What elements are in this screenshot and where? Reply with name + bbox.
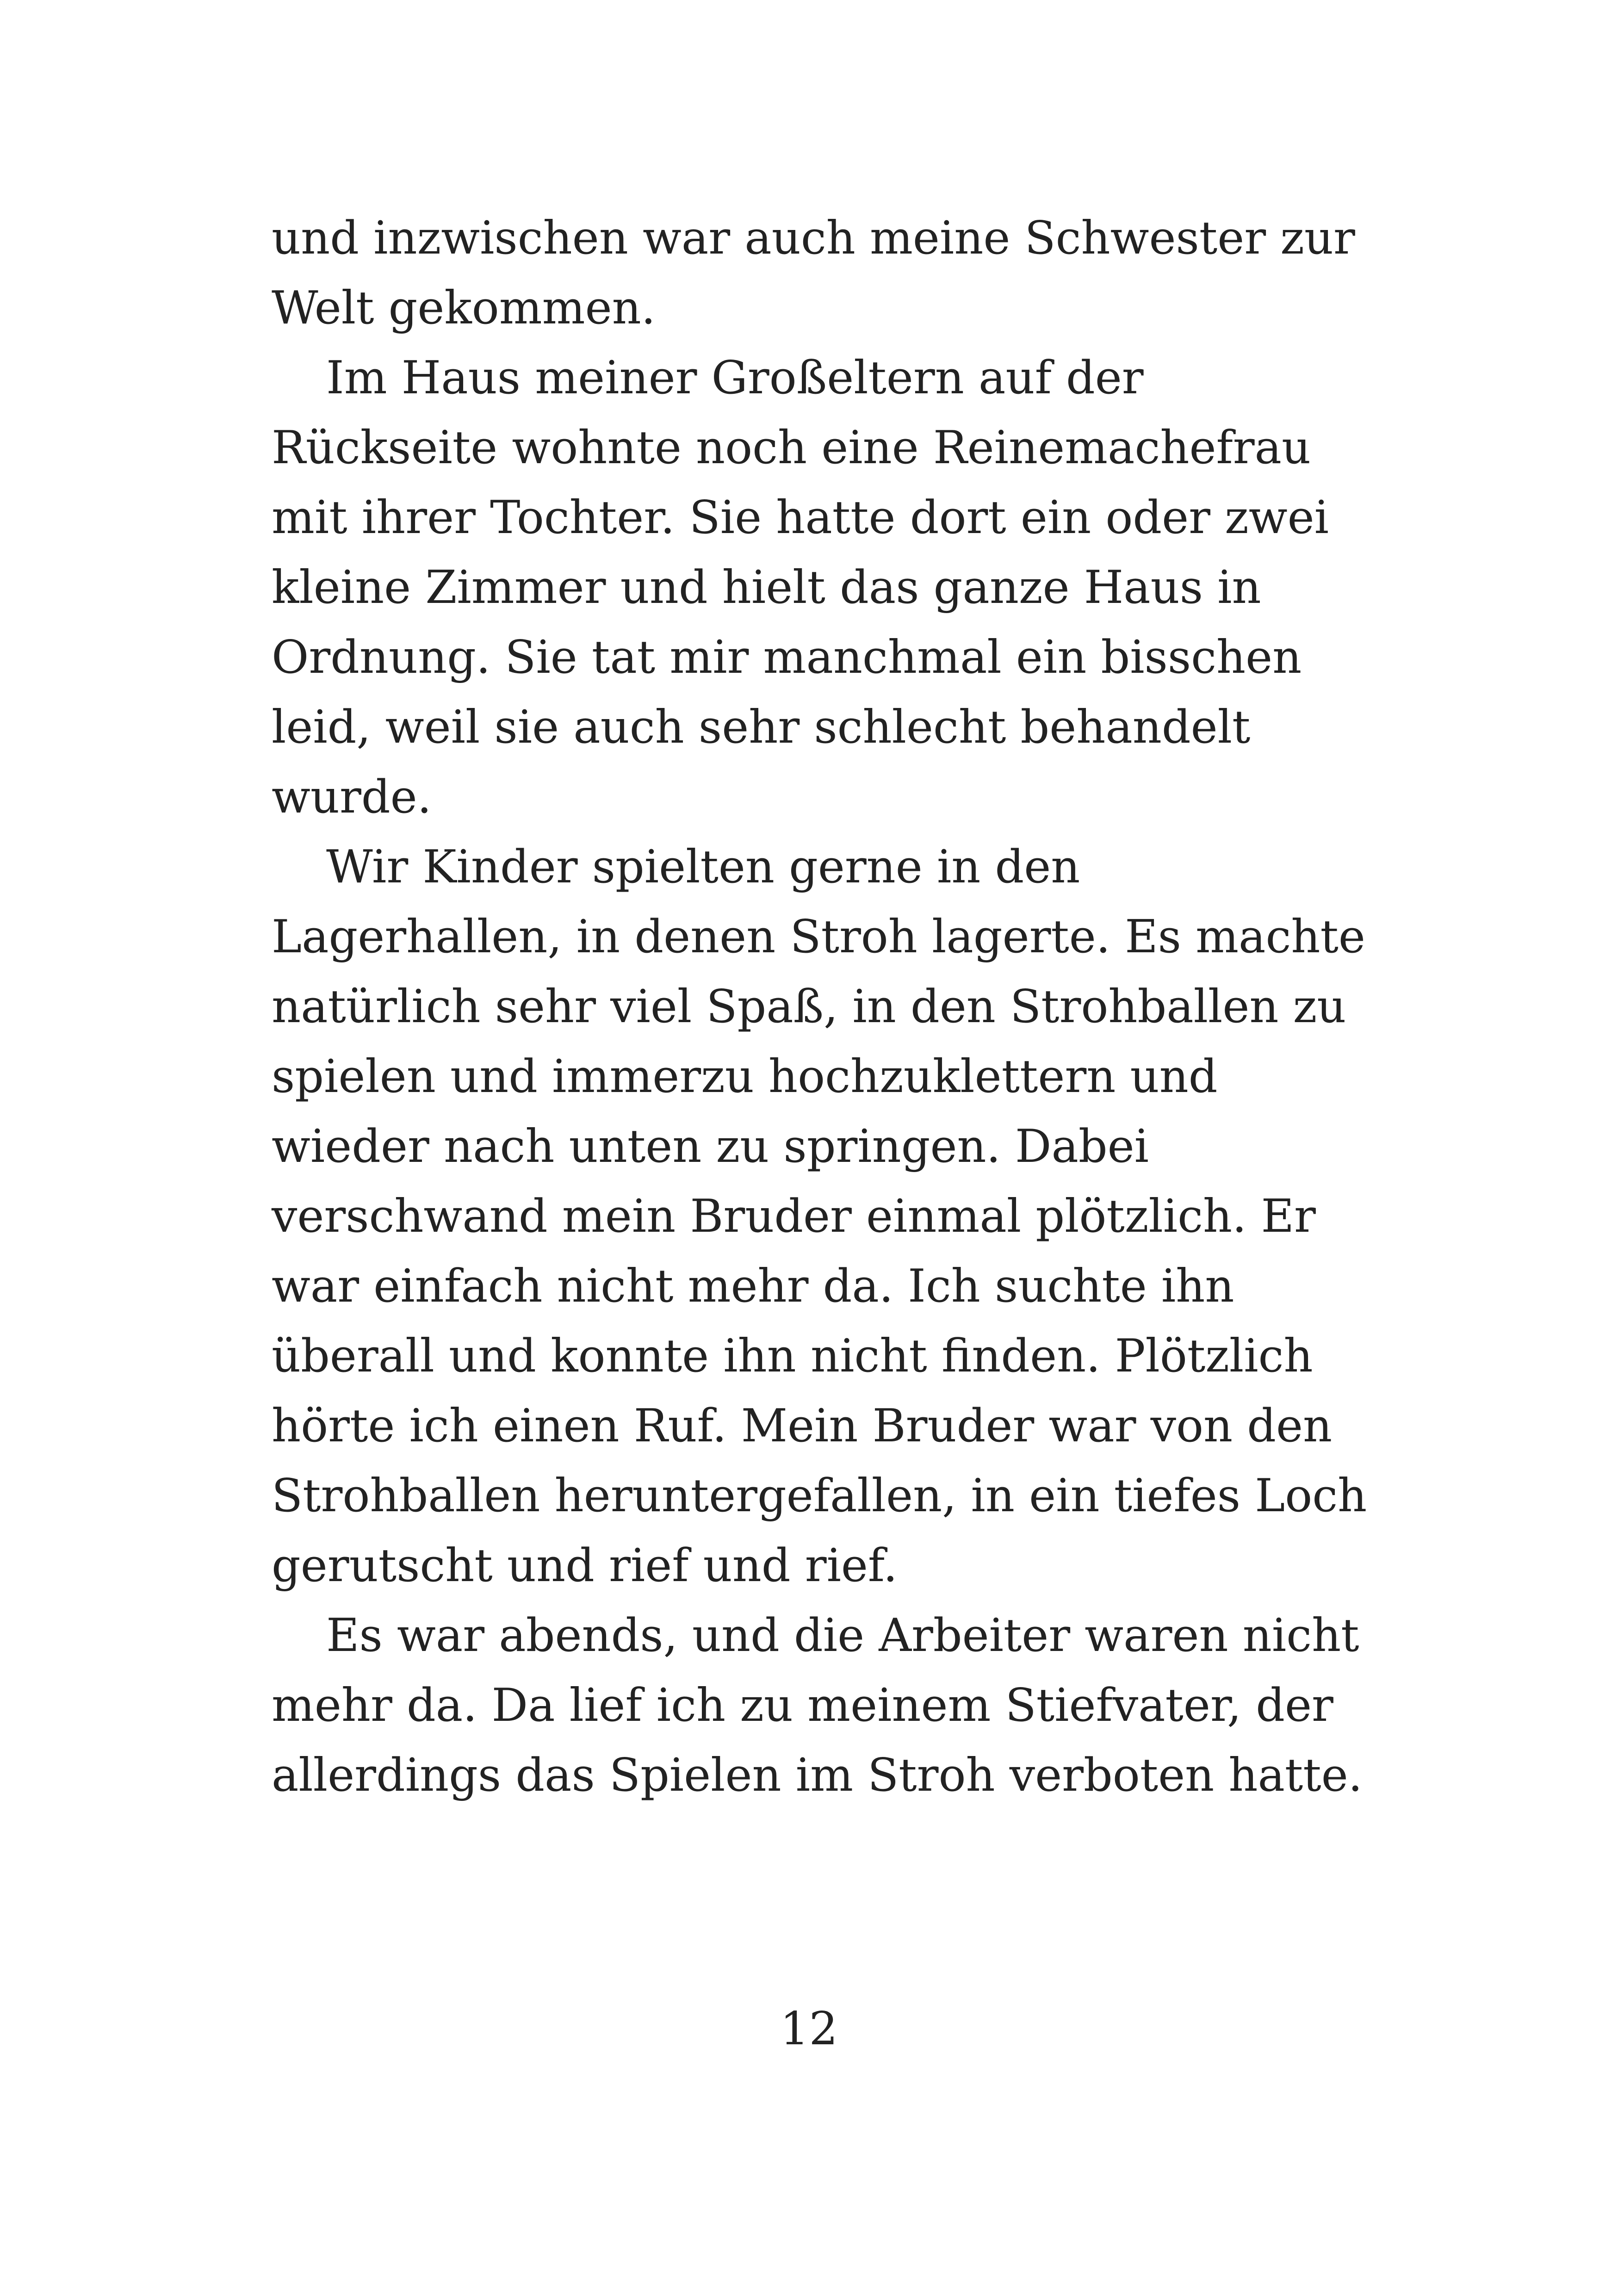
paragraph-start-line: Wir Kinder spielten gerne in den: [326, 841, 1080, 894]
text-line: war einfach nicht mehr da. Ich suchte ihn: [272, 1260, 1234, 1313]
text-line: wurde.: [272, 771, 432, 824]
text-line: kleine Zimmer und hielt das ganze Haus in: [272, 561, 1261, 614]
text-line: Lagerhallen, in denen Stroh lagerte. Es machte: [272, 911, 1365, 963]
text-line: Rückseite wohnte noch eine Reinemachefrau: [272, 422, 1311, 474]
paragraph-start-line: Im Haus meiner Großeltern auf der: [326, 352, 1144, 404]
text-line: wieder nach unten zu springen. Dabei: [272, 1120, 1149, 1173]
text-line: hörte ich einen Ruf. Mein Bruder war von den: [272, 1400, 1333, 1452]
text-line: natürlich sehr viel Spaß, in den Strohballen zu: [272, 980, 1346, 1033]
page-number: 12: [780, 2003, 838, 2055]
text-line: mit ihrer Tochter. Sie hatte dort ein oder zwei: [272, 491, 1329, 544]
text-line: Ordnung. Sie tat mir manchmal ein bisschen: [272, 631, 1302, 684]
text-line: allerdings das Spielen im Stroh verboten hatte.: [272, 1749, 1363, 1802]
text-line: und inzwischen war auch meine Schwester zur: [272, 212, 1355, 265]
text-line: Welt gekommen.: [272, 282, 656, 335]
text-line: gerutscht und rief und rief.: [272, 1539, 898, 1592]
paragraph-start-line: Es war abends, und die Arbeiter waren nicht: [326, 1609, 1359, 1662]
text-line: überall und konnte ihn nicht finden. Plötzlich: [272, 1330, 1313, 1383]
text-line: Strohballen heruntergefallen, in ein tiefes Loch: [272, 1470, 1367, 1522]
text-line: mehr da. Da lief ich zu meinem Stiefvater, der: [272, 1679, 1333, 1732]
body-text: [272, 204, 1367, 1811]
text-line: leid, weil sie auch sehr schlecht behandelt: [272, 701, 1251, 754]
text-line: verschwand mein Bruder einmal plötzlich. Er: [272, 1190, 1316, 1243]
text-line: spielen und immerzu hochzuklettern und: [272, 1050, 1218, 1103]
